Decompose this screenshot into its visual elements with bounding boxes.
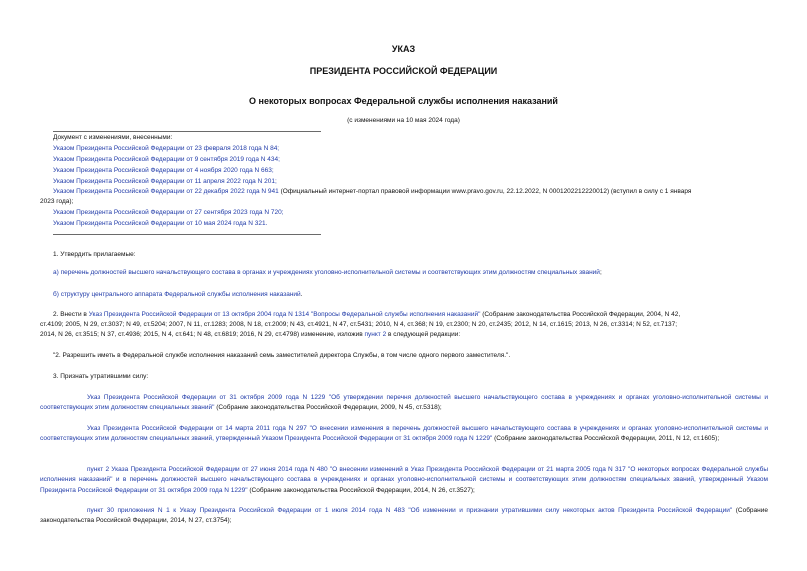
paragraph-1: 1. Утвердить прилагаемые: (53, 251, 136, 258)
paragraph-2-line-3: 2014, N 26, ст.3515; N 37, ст.4936; 2015, N 4, ст.641; N 48, ст.6819; 2016, N 29, ст.4798) изменение, изложив пункт 2 в следующей редакции: (40, 331, 461, 338)
divider-top (53, 131, 321, 132)
amendment-5-note: (Официальный интернет-портал правовой информации www.pravo.gov.ru, 22.12.2022, N 0001202212220012) (вступил в силу с 1 января (278, 188, 692, 195)
paragraph-1a: а) перечень должностей высшего начальствующего состава в органах и учреждениях уголовно-исполнительной системы и соответствующих этим должностям специальных званий; (53, 269, 602, 276)
doc-title: УКАЗ (391, 44, 416, 54)
list-of-positions-link[interactable]: а) перечень должностей высшего начальствующего состава в органах и учреждениях уголовно-исполнительной системы и соответствующих этим должностям специальных званий (53, 269, 600, 276)
amendment-link-3[interactable]: Указом Президента Российской Федерации от 4 ноября 2020 года N 663; (53, 167, 274, 174)
amendment-5-note-cont: 2023 года); (40, 198, 74, 205)
paragraph-1b: б) структуру центрального аппарата Федеральной службы исполнения наказаний. (53, 291, 303, 298)
paragraph-2-line-2: ст.4109; 2005, N 29, ст.3037; N 49, ст.5204; 2007, N 11, ст.1283; 2008, N 18, ст.2009; N 43, ст.4921, N 47, ст.5431; 2010, N 4, ст.368; N 19, ст.2300; N 20, ст.2435; 2012, N 14, ст.1615; 2013, N 26, ст.3314; N 52, ст.7137; (40, 321, 678, 328)
repealed-item-2: Указ Президента Российской Федерации от 14 марта 2011 года N 297 "О внесении изменения в перечень должностей высшего начальствующего состава в учреждениях и органах уголовно-исполнительной системы и соответствующих этим должностям специальных званий, утвержденный Указом Президента Российской Федерации от 31 октября 2009 года N 1229" (Собрание законодательства Российской Федерации, 2011, N 12, ст.1605); (40, 425, 768, 443)
decree-483-point-30-link[interactable]: пункт 30 приложения N 1 к Указу Президента Российской Федерации от 1 июля 2014 года N 483 "Об изменении и признании утратившими силу некоторых актов Президента Российской Федерации" (87, 507, 733, 514)
repealed-item-4: пункт 30 приложения N 1 к Указу Президента Российской Федерации от 1 июля 2014 года N 483 "Об изменении и признании утратившими силу некоторых актов Президента Российской Федерации" (Собрание законодательства Российской Федерации, 2014, N 27, ст.3754); (40, 507, 768, 525)
decree-480-point-2-link[interactable]: пункт 2 Указа Президента Российской Федерации от 27 июня 2014 года N 480 "О внесении изменений в Указ Президента Российской Федерации от 21 марта 2005 года N 317 "О некоторых вопросах Федеральной службы исполнения наказаний" и в перечень должностей высшего начальствующего состава в учреждениях и органах уголовно-исполнительной системы и соответствующих этим должностям специальных званий, утвержденный Указом Президента Российской Федерации от 31 октября 2009 года N 1229" (40, 466, 768, 494)
amendments-label: Документ с изменениями, внесенными: (53, 134, 173, 141)
amendment-line-5 (53, 187, 691, 197)
decree-1229-link[interactable]: Указ Президента Российской Федерации от 31 октября 2009 года N 1229 "Об утверждении перечня должностей высшего начальствующего состава в учреждениях и органах уголовно-исполнительной системы и соответствующих этим должностям специальных званий" (40, 394, 768, 412)
changes-note: (с изменениями на 10 мая 2024 года) (347, 117, 460, 124)
decree-297-link[interactable]: Указ Президента Российской Федерации от 14 марта 2011 года N 297 "О внесении изменения в перечень должностей высшего начальствующего состава в учреждениях и органах уголовно-исполнительной системы и соответствующих этим должностям специальных званий, утвержденный Указом Президента Российской Федерации от 31 октября 2009 года N 1229" (40, 425, 768, 443)
point-2-link[interactable]: пункт 2 (364, 331, 387, 338)
central-apparatus-structure-link[interactable]: б) структуру центрального аппарата Федеральной службы исполнения наказаний (53, 291, 301, 298)
amendment-link-2[interactable]: Указом Президента Российской Федерации от 9 сентября 2019 года N 434; (53, 156, 280, 163)
amendment-link-6[interactable]: Указом Президента Российской Федерации от 27 сентября 2023 года N 720; (53, 209, 284, 216)
amendment-link-1[interactable]: Указом Президента Российской Федерации от 23 февраля 2018 года N 84; (53, 145, 280, 152)
paragraph-3: 3. Признать утратившими силу: (53, 373, 149, 380)
amendment-link-5[interactable]: Указом Президента Российской Федерации от 22 декабря 2022 года N 941 (53, 188, 279, 195)
doc-subtitle: ПРЕЗИДЕНТА РОССИЙСКОЙ ФЕДЕРАЦИИ (309, 66, 498, 76)
amendment-link-4[interactable]: Указом Президента Российской Федерации от 11 апреля 2022 года N 201; (53, 178, 277, 185)
decree-1314-link[interactable]: Указ Президента Российской Федерации от 13 октября 2004 года N 1314 "Вопросы Федеральной службы исполнения наказаний" (88, 311, 481, 318)
quoted-text: "2. Разрешить иметь в Федеральной службе исполнения наказаний семь заместителей директора Службы, в том числе одного первого заместителя.". (53, 352, 511, 359)
repealed-item-1: Указ Президента Российской Федерации от 31 октября 2009 года N 1229 "Об утверждении перечня должностей высшего начальствующего состава в учреждениях и органах уголовно-исполнительной системы и соответствующих этим должностям специальных званий" (Собрание законодательства Российской Федерации, 2009, N 45, ст.5318); (40, 394, 768, 412)
doc-heading: О некоторых вопросах Федеральной службы исполнения наказаний (249, 96, 558, 106)
amendment-link-7[interactable]: Указом Президента Российской Федерации от 10 мая 2024 года N 321. (53, 220, 268, 227)
repealed-item-3: пункт 2 Указа Президента Российской Федерации от 27 июня 2014 года N 480 "О внесении изменений в Указ Президента Российской Федерации от 21 марта 2005 года N 317 "О некоторых вопросах Федеральной службы исполнения наказаний" и в перечень должностей высшего начальствующего состава в учреждениях и органах уголовно-исполнительной системы и соответствующих этим должностям специальных званий, утвержденный Указом Президента Российской Федерации от 31 октября 2009 года N 1229" (Собрание законодательства Российской Федерации, 2014, N 26, ст.3527); (40, 466, 768, 494)
paragraph-2-line-1: 2. Внести в Указ Президента Российской Федерации от 13 октября 2004 года N 1314 "Вопросы Федеральной службы исполнения наказаний" (Собрание законодательства Российской Федерации, 2004, N 42, (53, 311, 681, 318)
divider-bottom (53, 234, 321, 235)
